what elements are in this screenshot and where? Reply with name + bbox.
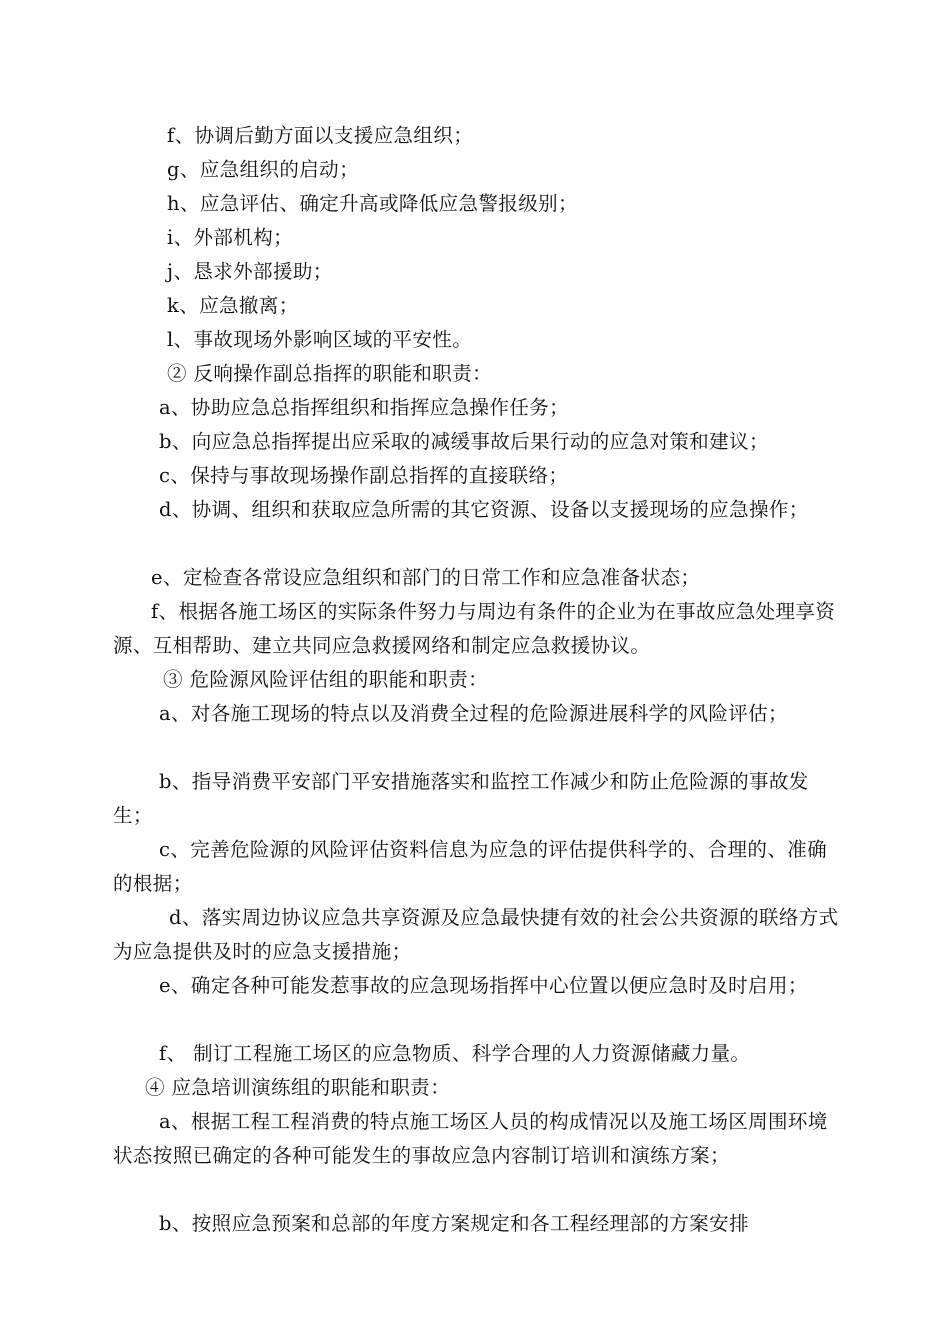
item-j-external-aid: j、恳求外部援助； (167, 260, 333, 283)
section3-item-c: c、完善危险源的风险评估资料信息为应急的评估提供科学的、合理的、准确的根据； (113, 838, 828, 895)
section4-item-b: b、按照应急预案和总部的年度方案规定和各工程经理部的方案安排 (159, 1212, 749, 1235)
item-i-external-agencies: i、外部机构； (167, 226, 294, 249)
item-l-offsite-safety: l、事故现场外影响区域的平安性。 (167, 328, 473, 351)
section3-item-b: b、指导消费平安部门平安措施落实和监控工作减少和防止危险源的事故发生； (113, 770, 809, 827)
section-heading-2: ② 反响操作副总指挥的职能和职责： (167, 362, 492, 385)
section-heading-4: ④ 应急培训演练组的职能和职责： (145, 1076, 451, 1099)
section2-item-d: d、协调、组织和获取应急所需的其它资源、设备以支援现场的应急操作； (159, 498, 809, 521)
item-f-logistics: f、协调后勤方面以支援应急组织； (167, 124, 474, 147)
section2-item-e: e、定检查各常设应急组织和部门的日常工作和应急准备状态； (151, 566, 701, 589)
section3-item-d: d、落实周边协议应急共享资源及应急最快捷有效的社会公共资源的联络方式为应急提供及时的应急支援措施； (113, 906, 839, 963)
section4-item-a: a、根据工程工程消费的特点施工场区人员的构成情况以及施工场区周围环境状态按照已确定的各种可能发生的事故应急内容制订培训和演练方案； (113, 1110, 828, 1167)
section3-item-a: a、对各施工现场的特点以及消费全过程的危险源进展科学的风险评估； (159, 702, 788, 725)
section2-item-c: c、保持与事故现场操作副总指挥的直接联络； (159, 464, 569, 487)
section3-item-f: f、 制订工程施工场区的应急物质、科学合理的人力资源储藏力量。 (159, 1042, 751, 1065)
section2-item-a: a、协助应急总指挥组织和指挥应急操作任务； (159, 396, 570, 419)
section-heading-3: ③ 危险源风险评估组的职能和职责： (163, 668, 488, 691)
item-g-activation: g、应急组织的启动； (167, 158, 359, 181)
section3-item-e: e、确定各种可能发惹事故的应急现场指挥中心位置以便应急时及时启用； (159, 974, 808, 997)
item-h-assessment: h、应急评估、确定升高或降低应急警报级别； (167, 192, 578, 215)
section2-item-f: f、根据各施工场区的实际条件努力与周边有条件的企业为在事故应急处理享资源、互相帮助、建立共同应急救援网络和制定应急救援协议。 (113, 600, 836, 657)
item-k-evacuation: k、应急撤离； (167, 294, 299, 317)
section2-item-b: b、向应急总指挥提出应采取的减缓事故后果行动的应急对策和建议； (159, 430, 769, 453)
